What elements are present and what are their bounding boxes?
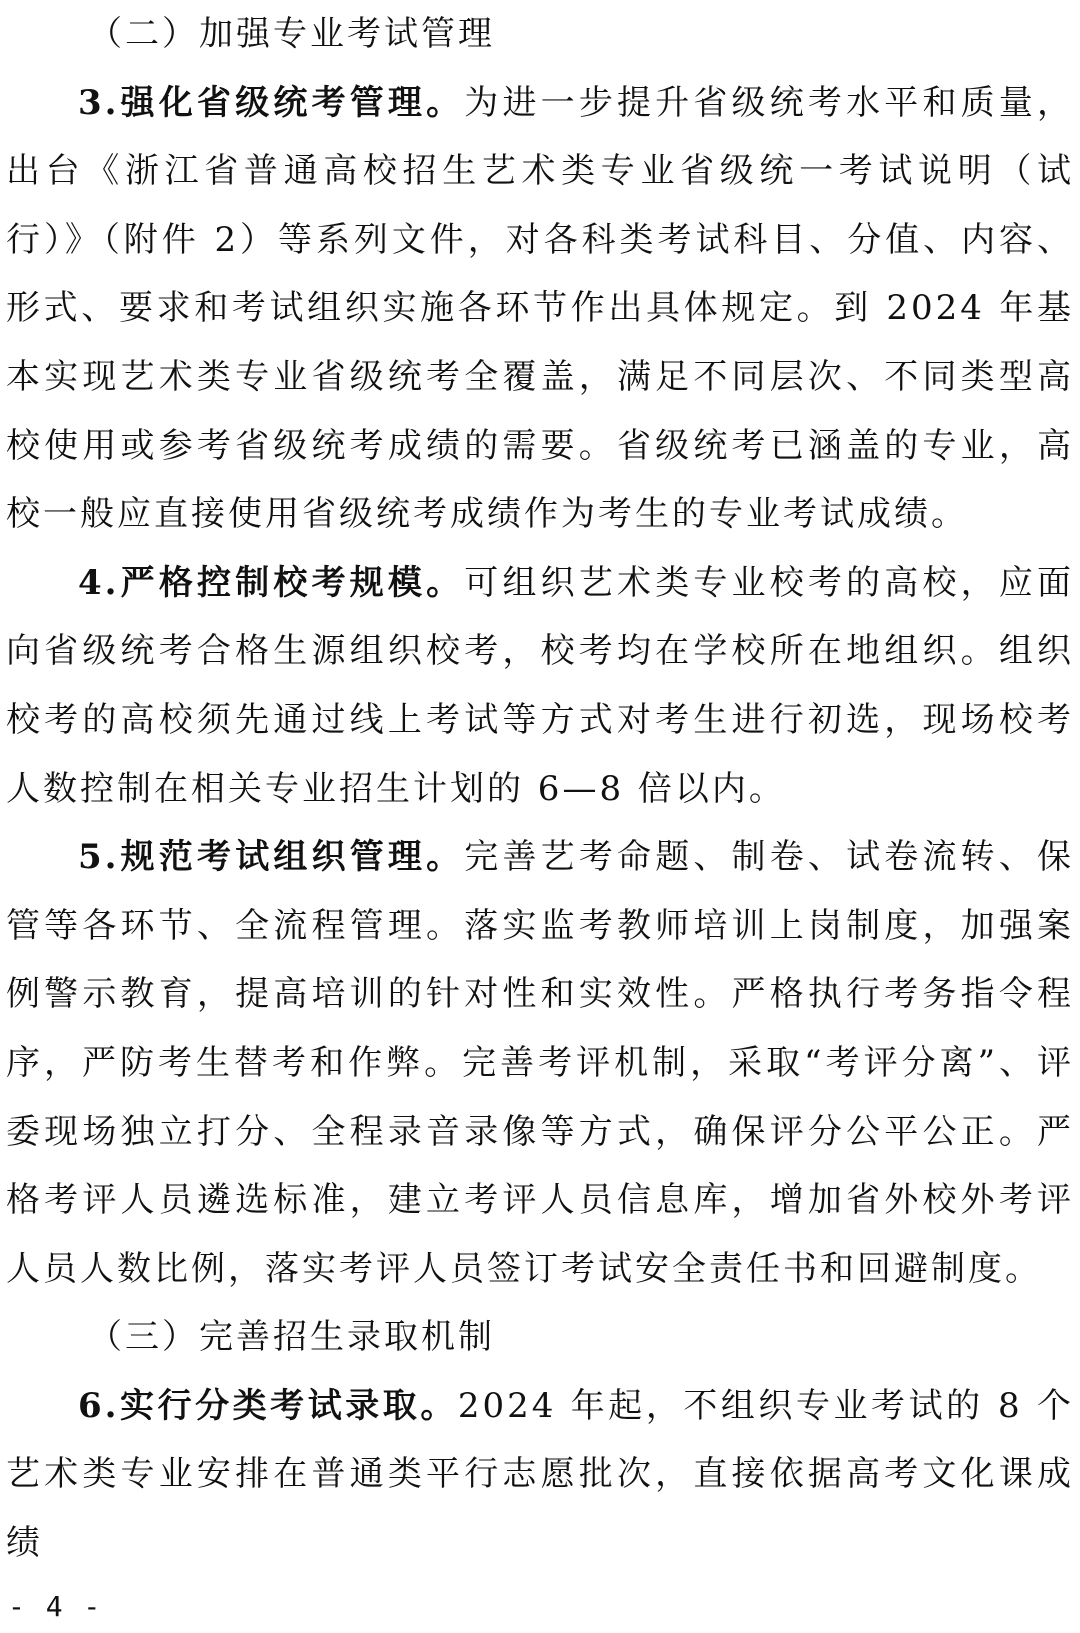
section-heading-2 — [6, 0, 1074, 69]
page-number: - 4 - — [8, 1590, 103, 1623]
paragraph-4 — [6, 549, 1074, 823]
section-heading-3 — [6, 1303, 1074, 1372]
paragraph-6-lead: 6.实行分类考试录取。 — [78, 1385, 458, 1426]
document-body — [6, 0, 1074, 1578]
paragraph-3-body: 为进一步提升省级统考水平和质量，出台《浙江省普通高校招生艺术类专业省级统一考试说明（试行）》（附件 2）等系列文件，对各科类考试科目、分值、内容、形式、要求和考试组织实施各环节作出具体规定。到 2024 年基本实现艺术类专业省级统考全覆盖，满足不同层次、不同类型高校使用或参考省级统考成绩的需要。省级统考已涵盖的专业，高校一般应直接使用省级统考成绩作为考生的专业考试成绩。 — [6, 82, 1074, 535]
paragraph-4-lead: 4.严格控制校考规模。 — [78, 562, 465, 603]
section-heading-3-text: （三）完善招生录取机制 — [88, 1317, 495, 1358]
paragraph-3 — [6, 69, 1074, 549]
paragraph-5-body: 完善艺考命题、制卷、试卷流转、保管等各环节、全流程管理。落实监考教师培训上岗制度，加强案例警示教育，提高培训的针对性和实效性。严格执行考务指令程序，严防考生替考和作弊。完善考评机制，采取“考评分离”、评委现场独立打分、全程录音录像等方式，确保评分公平公正。严格考评人员遴选标准，建立考评人员信息库，增加省外校外考评人员人数比例，落实考评人员签订考试安全责任书和回避制度。 — [6, 837, 1074, 1289]
paragraph-5-lead: 5.规范考试组织管理。 — [78, 837, 465, 878]
paragraph-6-body: 2024 年起，不组织专业考试的 8 个艺术类专业安排在普通类平行志愿批次，直接依据高考文化课成绩 — [6, 1385, 1074, 1564]
paragraph-3-lead: 3.强化省级统考管理。 — [78, 82, 465, 123]
paragraph-6 — [6, 1372, 1074, 1578]
paragraph-5 — [6, 823, 1074, 1303]
section-heading-2-text: （二）加强专业考试管理 — [88, 14, 495, 54]
paragraph-4-body: 可组织艺术类专业校考的高校，应面向省级统考合格生源组织校考，校考均在学校所在地组织。组织校考的高校须先通过线上考试等方式对考生进行初选，现场校考人数控制在相关专业招生计划的 6—8 倍以内。 — [6, 562, 1074, 809]
